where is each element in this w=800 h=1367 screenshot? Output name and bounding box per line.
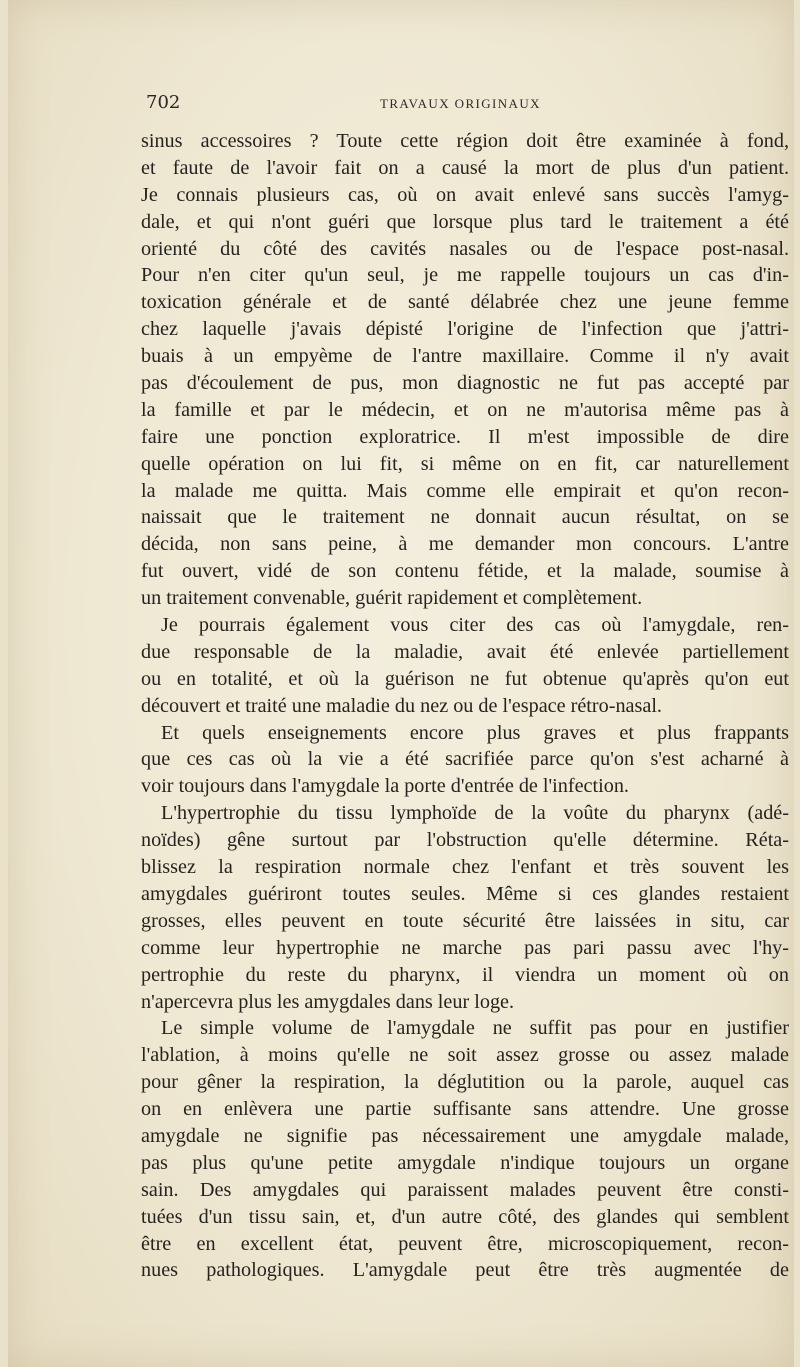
text-line: être en excellent état, peuvent être, microscopiquement, recon- <box>141 1232 789 1255</box>
text-line: voir toujours dans l'amygdale la porte d'entrée de l'infection. <box>141 775 629 798</box>
text-line: n'apercevra plus les amygdales dans leur loge. <box>141 990 515 1013</box>
text-line: amygdales guériront toutes seules. Même si ces glandes restaient <box>141 882 789 905</box>
text-line: quelle opération on lui fit, si même on en fit, car naturellement <box>141 452 789 475</box>
text-line: pertrophie du reste du pharynx, il viendra un moment où on <box>141 963 789 986</box>
text-line: pour gêner la respiration, la déglutition ou la parole, auquel cas <box>141 1071 789 1094</box>
page-number: 702 <box>146 92 181 113</box>
text-line: l'ablation, à moins qu'elle ne soit assez grosse ou assez malade <box>141 1044 789 1067</box>
running-head: TRAVAUX ORIGINAUX <box>380 96 541 111</box>
text-line: on en enlèvera une partie suffisante sans attendre. Une grosse <box>141 1098 789 1121</box>
text-line: un traitement convenable, guérit rapidement et complètement. <box>141 587 643 610</box>
text-line: Le simple volume de l'amygdale ne suffit pas pour en justifier <box>161 1017 789 1040</box>
text-line: sain. Des amygdales qui paraissent malades peuvent être consti- <box>141 1178 789 1201</box>
text-line: Et quels enseignements encore plus graves et plus frappants <box>161 721 789 744</box>
text-line: comme leur hypertrophie ne marche pas pari passu avec l'hy- <box>141 936 789 959</box>
text-line: découvert et traité une maladie du nez ou de l'espace rétro-nasal. <box>141 694 662 717</box>
body-text <box>141 128 789 1284</box>
text-line: L'hypertrophie du tissu lymphoïde de la voûte du pharynx (adé- <box>161 802 789 825</box>
page-header <box>146 92 796 116</box>
text-line: Je connais plusieurs cas, où on avait enlevé sans succès l'amyg- <box>141 183 789 206</box>
text-line: Je pourrais également vous citer des cas où l'amygdale, ren- <box>161 614 789 637</box>
text-line: orienté du côté des cavités nasales ou de l'espace post-nasal. <box>141 237 789 260</box>
text-line: amygdale ne signifie pas nécessairement une amygdale malade, <box>141 1124 789 1147</box>
text-line: grosses, elles peuvent en toute sécurité être laissées in situ, car <box>141 909 789 932</box>
text-line: pas d'écoulement de pus, mon diagnostic ne fut pas accepté par <box>141 372 789 395</box>
text-line: toxication générale et de santé délabrée chez une jeune femme <box>141 291 789 314</box>
text-line: fut ouvert, vidé de son contenu fétide, et la malade, soumise à <box>141 560 789 583</box>
text-line: pas plus qu'une petite amygdale n'indique toujours un organe <box>141 1151 789 1174</box>
text-line: la famille et par le médecin, et on ne m'autorisa même pas à <box>141 398 789 421</box>
text-line: dale, et qui n'ont guéri que lorsque plus tard le traitement a été <box>141 210 789 233</box>
text-line: buais à un empyème de l'antre maxillaire. Comme il n'y avait <box>141 345 789 368</box>
text-line: tuées d'un tissu sain, et, d'un autre côté, des glandes qui semblent <box>141 1205 789 1228</box>
text-line: nues pathologiques. L'amygdale peut être très augmentée de <box>141 1259 789 1282</box>
text-line: la malade me quitta. Mais comme elle empirait et qu'on recon- <box>141 479 789 502</box>
text-line: due responsable de la maladie, avait été enlevée partiellement <box>141 640 789 663</box>
text-line: blissez la respiration normale chez l'enfant et très souvent les <box>141 856 789 879</box>
text-line: chez laquelle j'avais dépisté l'origine de l'infection que j'attri- <box>141 318 789 341</box>
text-line: que ces cas où la vie a été sacrifiée parce qu'on s'est acharné à <box>141 748 789 771</box>
book-page <box>8 0 794 1367</box>
text-line: ou en totalité, et où la guérison ne fut obtenue qu'après qu'on eut <box>141 667 789 690</box>
text-line: Pour n'en citer qu'un seul, je me rappelle toujours un cas d'in- <box>141 264 789 287</box>
text-line: et faute de l'avoir fait on a causé la mort de plus d'un patient. <box>141 156 789 179</box>
text-line: sinus accessoires ? Toute cette région doit être examinée à fond, <box>141 130 789 152</box>
text-line: noïdes) gêne surtout par l'obstruction qu'elle détermine. Réta- <box>141 829 789 852</box>
text-line: naissait que le traitement ne donnait aucun résultat, on se <box>141 506 789 529</box>
text-line: décida, non sans peine, à me demander mon concours. L'antre <box>141 533 789 556</box>
text-line: faire une ponction exploratrice. Il m'est impossible de dire <box>141 425 789 448</box>
